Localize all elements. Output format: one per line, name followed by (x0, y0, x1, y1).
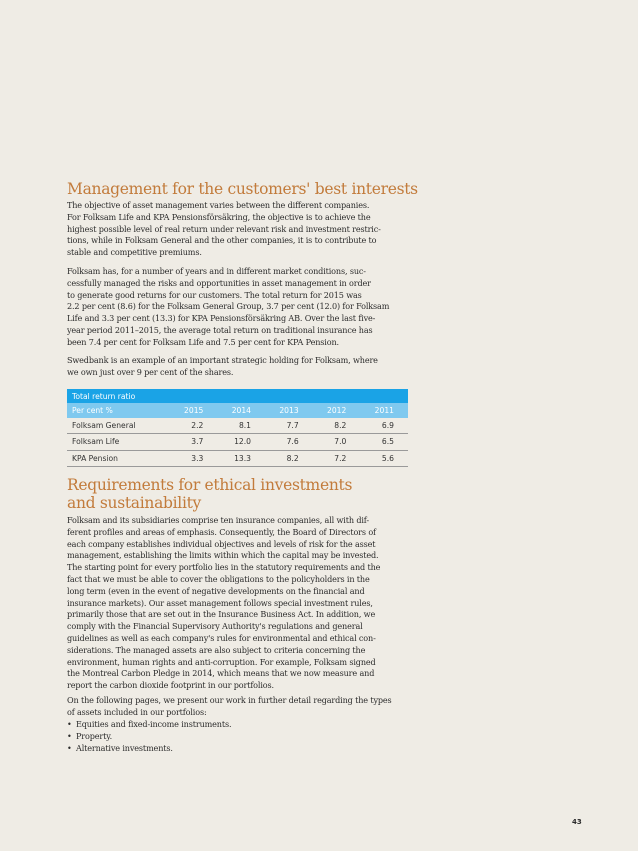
table-cell: 12.0 (217, 434, 265, 450)
paragraph-subsidiaries (67, 515, 412, 692)
text-line: 2.2 per cent (8.6) for the Folksam General Group, 3.7 per cent (12.0) for Folksam (67, 301, 390, 312)
bullet-icon: • (67, 719, 72, 729)
table-cell: 6.5 (360, 434, 408, 450)
text-line: On the following pages, we present our work in further detail regarding the types (67, 695, 392, 705)
text-line: each company establishes individual objectives and levels of risk for the asset (67, 538, 376, 549)
table-header-cell: 2011 (360, 403, 408, 418)
paragraph-returns (67, 266, 412, 349)
table-cell: Folksam General (67, 418, 170, 434)
text-line: report the carbon dioxide footprint in our portfolios. (67, 680, 274, 691)
paragraph-following-pages (67, 695, 412, 719)
list-item (67, 743, 231, 755)
paragraph-swedbank (67, 355, 412, 379)
text-line: siderations. The managed assets are also subject to criteria concerning the (67, 644, 366, 655)
text-line: of assets included in our portfolios: (67, 706, 207, 717)
table-cell: 7.6 (265, 434, 313, 450)
table-row (67, 418, 408, 434)
text-line: Life and 3.3 per cent (13.3) for KPA Pensionsförsäkring AB. Over the last five- (67, 313, 376, 324)
bullet-icon: • (67, 742, 72, 753)
heading-line: and sustainability (67, 494, 201, 512)
table-cell: 7.7 (265, 418, 313, 434)
table-header-cell: Per cent % (67, 403, 170, 418)
table-header-cell: 2012 (313, 403, 361, 418)
text-line: insurance markets). Our asset management follows special investment rules, (67, 597, 373, 608)
text-line: ferent profiles and areas of emphasis. Consequently, the Board of Directors of (67, 526, 376, 537)
page-number: 43 (572, 818, 582, 826)
table-header-cell: 2014 (217, 403, 265, 418)
table-cell: 8.1 (217, 418, 265, 434)
table-cell: 8.2 (313, 418, 361, 434)
text-line: year period 2011–2015, the average total return on traditional insurance has (67, 324, 373, 335)
text-line: highest possible level of real return under relevant risk and investment restric- (67, 223, 381, 234)
text-line: been 7.4 per cent for Folksam Life and 7.5 per cent for KPA Pension. (67, 336, 339, 347)
table-cell: 2.2 (170, 418, 218, 434)
text-line: environment, human rights and anti-corruption. For example, Folksam signed (67, 656, 376, 667)
text-line: long term (even in the event of negative developments on the financial and (67, 585, 365, 596)
asset-types-list (67, 719, 231, 754)
table-header-cell: 2015 (170, 403, 218, 418)
list-item (67, 719, 231, 731)
text-line: the Montreal Carbon Pledge in 2014, which means that we now measure and (67, 668, 375, 679)
text-line: cessfully managed the risks and opportunities in asset management in order (67, 277, 371, 288)
table-cell: KPA Pension (67, 450, 170, 466)
text-line: The starting point for every portfolio lies in the statutory requirements and the (67, 562, 381, 573)
text-line: tions, while in Folksam General and the other companies, it is to contribute to (67, 235, 377, 246)
table-row (67, 450, 408, 466)
list-item-text: Property. (76, 730, 112, 741)
total-return-table (67, 389, 408, 467)
table-row (67, 434, 408, 450)
table-header-cell: 2013 (265, 403, 313, 418)
section-heading-management: Management for the customers' best interests (67, 180, 418, 198)
list-item (67, 731, 231, 743)
table-title: Total return ratio (67, 389, 408, 403)
text-line: primarily those that are set out in the Insurance Business Act. In addition, we (67, 609, 376, 620)
paragraph-objective (67, 200, 412, 259)
bullet-icon: • (67, 730, 72, 741)
text-line: to generate good returns for our customers. The total return for 2015 was (67, 289, 362, 300)
table-cell: 13.3 (217, 450, 265, 466)
text-line: guidelines as well as each company's rules for environmental and ethical con- (67, 632, 376, 643)
table-title-row (67, 389, 408, 403)
table-cell: 6.9 (360, 418, 408, 434)
table-cell: 3.3 (170, 450, 218, 466)
table-header-row (67, 403, 408, 418)
text-line: management, establishing the limits within which the capital may be invested. (67, 550, 379, 561)
text-line: comply with the Financial Supervisory Authority's regulations and general (67, 621, 363, 632)
heading-line: Requirements for ethical investments (67, 476, 353, 494)
text-line: we own just over 9 per cent of the shares. (67, 366, 234, 377)
list-item-text: Alternative investments. (76, 742, 173, 753)
table-cell: 5.6 (360, 450, 408, 466)
text-line: Swedbank is an example of an important strategic holding for Folksam, where (67, 355, 378, 365)
table-cell: Folksam Life (67, 434, 170, 450)
text-line: Folksam has, for a number of years and in different market conditions, suc- (67, 266, 366, 276)
text-line: Folksam and its subsidiaries comprise ten insurance companies, all with dif- (67, 515, 369, 525)
text-line: For Folksam Life and KPA Pensionsförsäkring, the objective is to achieve the (67, 211, 371, 222)
text-line: fact that we must be able to cover the obligations to the policyholders in the (67, 573, 370, 584)
list-item-text: Equities and fixed-income instruments. (76, 719, 232, 729)
table-cell: 7.0 (313, 434, 361, 450)
text-line: stable and competitive premiums. (67, 247, 202, 258)
table-cell: 8.2 (265, 450, 313, 466)
section-heading-ethical (67, 476, 427, 512)
table-cell: 3.7 (170, 434, 218, 450)
text-line: The objective of asset management varies between the different companies. (67, 200, 370, 210)
table-cell: 7.2 (313, 450, 361, 466)
